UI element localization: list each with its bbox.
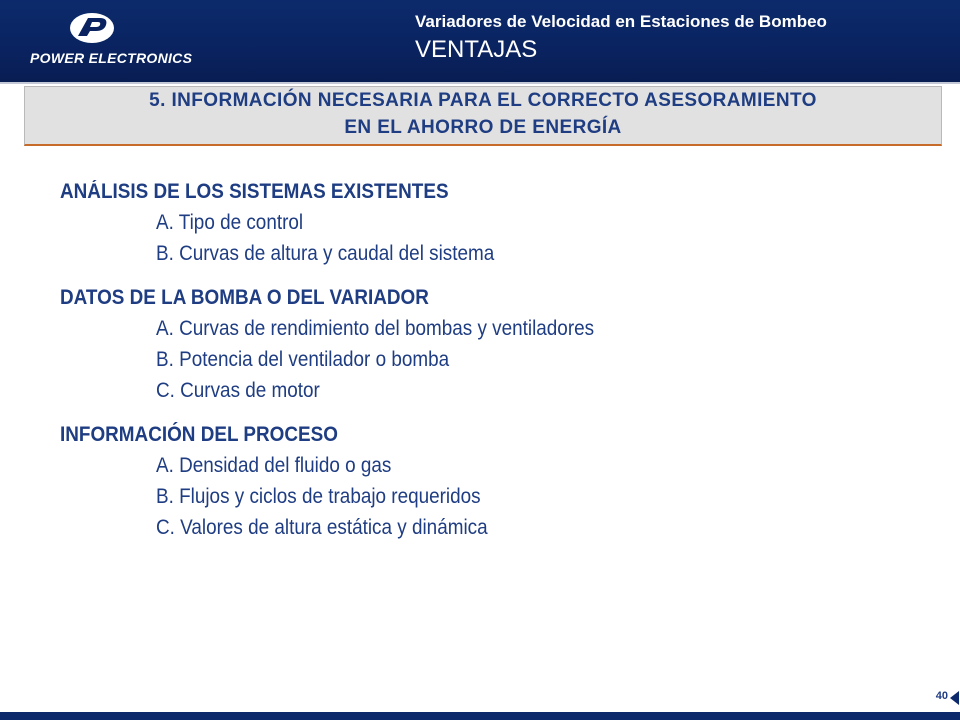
page-title: VENTAJAS — [415, 36, 538, 63]
list-item: B. Potencia del ventilador o bomba — [156, 348, 450, 371]
group-heading: DATOS DE LA BOMBA O DEL VARIADOR — [60, 286, 429, 309]
group-existing-systems — [60, 176, 920, 269]
group-heading: INFORMACIÓN DEL PROCESO — [60, 423, 338, 446]
logo-text: POWER ELECTRONICS — [30, 50, 193, 66]
list-item: A. Densidad del fluido o gas — [156, 454, 392, 477]
section-title-box — [24, 86, 942, 146]
power-electronics-logo — [30, 10, 230, 70]
list-item: B. Curvas de altura y caudal del sistema — [156, 242, 495, 265]
list-item: C. Valores de altura estática y dinámica — [156, 516, 488, 539]
group-pump-data — [60, 282, 920, 406]
list-item: C. Curvas de motor — [156, 379, 320, 402]
header-divider — [0, 82, 960, 84]
list-item: A. Curvas de rendimiento del bombas y ventiladores — [156, 317, 595, 340]
section-title-line-1: 5. INFORMACIÓN NECESARIA PARA EL CORRECTO ASESORAMIENTO — [149, 90, 817, 111]
arrow-left-icon[interactable] — [950, 691, 959, 705]
presentation-subtitle: Variadores de Velocidad en Estaciones de Bombeo — [415, 12, 827, 31]
content-list — [60, 176, 920, 556]
list-item: A. Tipo de control — [156, 211, 304, 234]
logo-mark-icon — [66, 10, 116, 46]
footer-bar — [0, 712, 960, 720]
page-number: 40 — [935, 690, 948, 702]
group-heading: ANÁLISIS DE LOS SISTEMAS EXISTENTES — [60, 180, 449, 203]
section-title-line-2: EN EL AHORRO DE ENERGÍA — [344, 117, 622, 138]
group-process-info — [60, 419, 920, 543]
header-bar — [0, 0, 960, 82]
list-item: B. Flujos y ciclos de trabajo requeridos — [156, 485, 481, 508]
